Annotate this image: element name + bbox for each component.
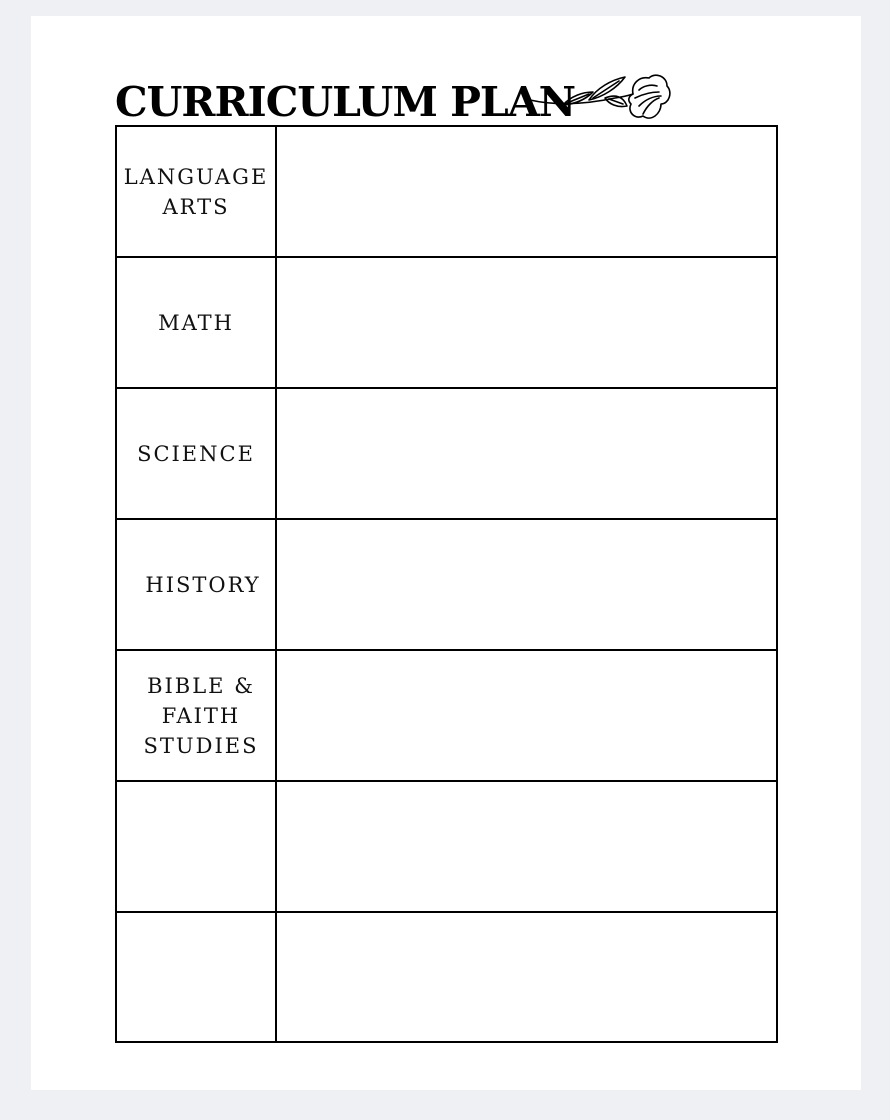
table-row xyxy=(117,651,776,782)
table-row xyxy=(117,520,776,651)
notes-cell xyxy=(277,520,776,649)
subject-cell xyxy=(117,651,277,780)
curriculum-table xyxy=(115,125,778,1043)
page-title: CURRICULUM PLAN xyxy=(115,78,576,126)
notes-cell xyxy=(277,127,776,256)
subject-label: LANGUAGE ARTS xyxy=(123,164,269,219)
subject-label: HISTORY xyxy=(145,572,261,597)
subject-cell xyxy=(117,913,277,1041)
subject-cell xyxy=(117,258,277,387)
notes-cell xyxy=(277,389,776,518)
subject-label: BIBLE & FAITH STUDIES xyxy=(143,673,259,758)
subject-cell xyxy=(117,782,277,911)
notes-cell xyxy=(277,651,776,780)
table-row xyxy=(117,258,776,389)
flower-sprig-icon xyxy=(527,70,672,128)
table-row xyxy=(117,127,776,258)
subject-label: SCIENCE xyxy=(137,441,255,466)
subject-cell xyxy=(117,520,277,649)
subject-label: MATH xyxy=(158,310,234,335)
table-row xyxy=(117,913,776,1041)
table-row xyxy=(117,782,776,913)
notes-cell xyxy=(277,782,776,911)
table-row xyxy=(117,389,776,520)
notes-cell xyxy=(277,913,776,1041)
subject-cell xyxy=(117,389,277,518)
subject-cell xyxy=(117,127,277,256)
notes-cell xyxy=(277,258,776,387)
